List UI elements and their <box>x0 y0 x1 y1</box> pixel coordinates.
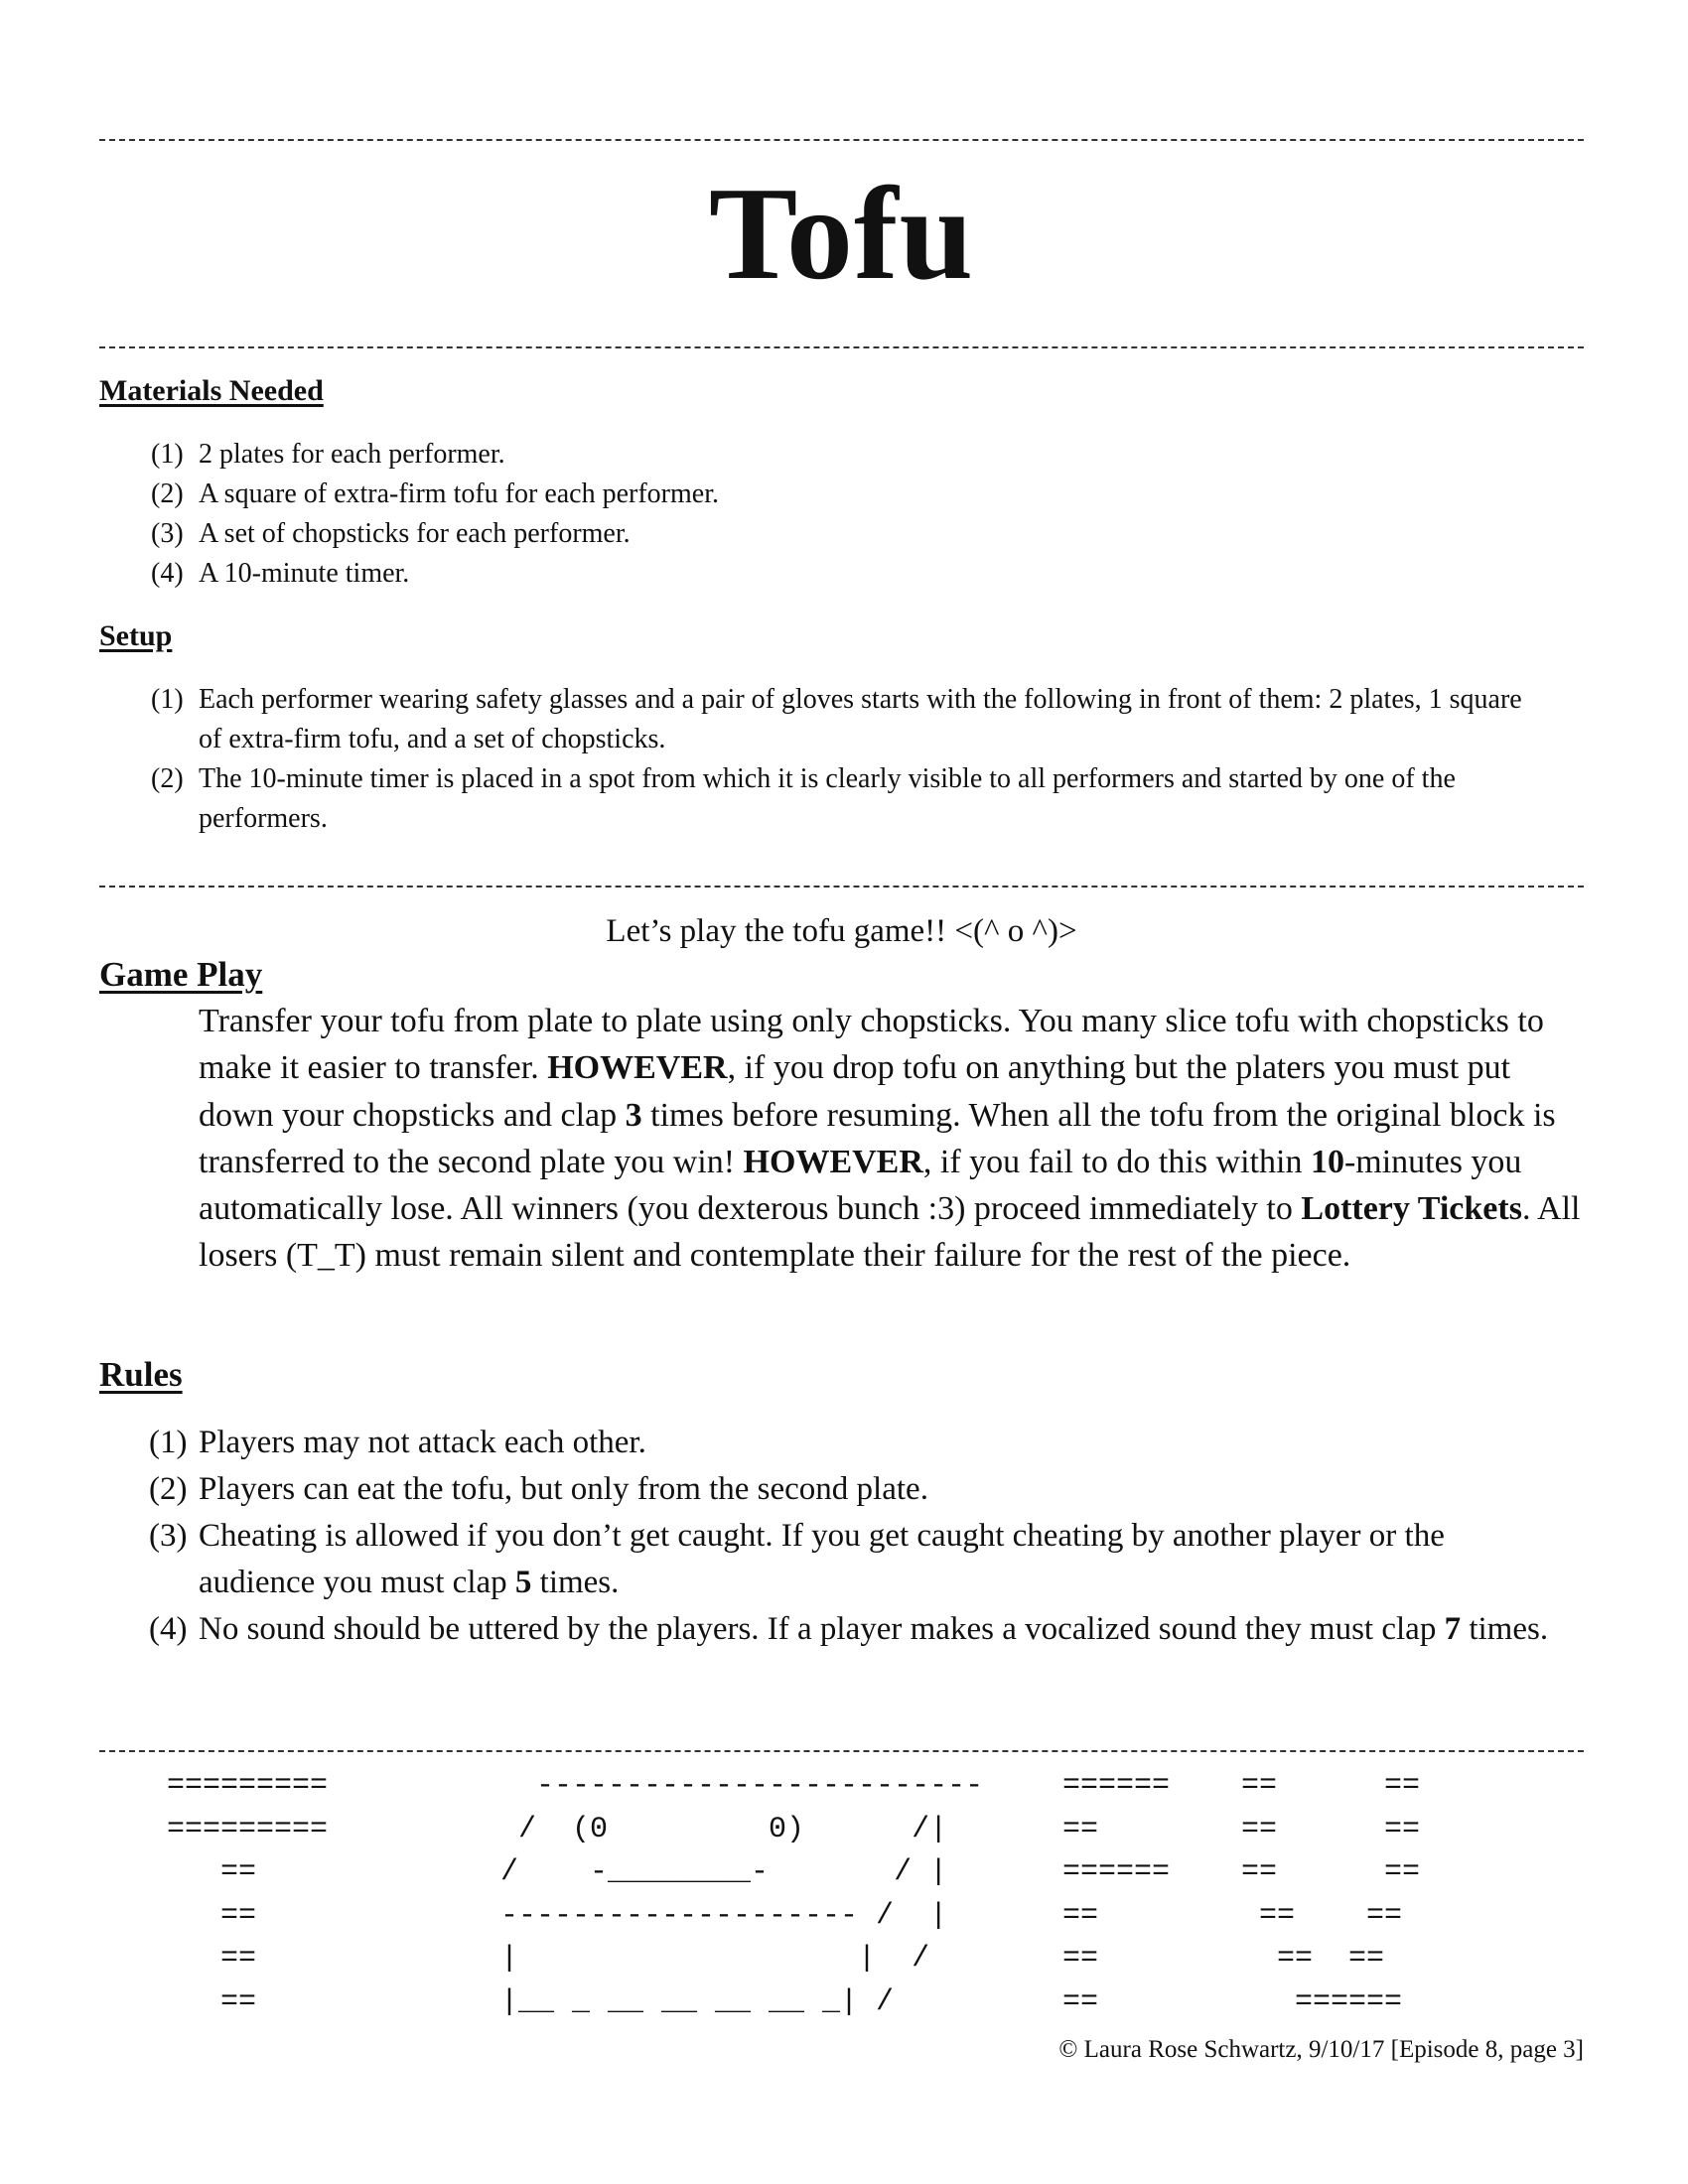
list-number: (1) <box>149 1425 188 1460</box>
list-number: (3) <box>149 1518 188 1554</box>
list-text: A square of extra-firm tofu for each performer. <box>199 478 719 509</box>
gameplay-emphasis: HOWEVER <box>547 1049 728 1087</box>
list-item <box>99 1513 1569 1606</box>
list-text: times. <box>531 1565 620 1600</box>
page-title: Tofu <box>708 160 975 307</box>
divider-bottom <box>99 1750 1584 1752</box>
list-text: 2 plates for each performer. <box>199 439 505 470</box>
list-item <box>99 1420 1569 1466</box>
list-item <box>99 1466 1569 1513</box>
list-emphasis: 7 <box>1444 1611 1462 1647</box>
list-number: (3) <box>151 518 184 549</box>
list-item <box>99 759 1529 839</box>
gameplay-emphasis: 10 <box>1310 1143 1344 1180</box>
ascii-tofu-block: ------------------------- / (0 0) /| / -________- / | -------------------- / | | | / |__ _ __ __ __ __ _| / <box>500 1769 984 2019</box>
divider-top <box>99 139 1584 141</box>
gameplay-text: , if you drop tofu on anything but the platers you must put down your chopsticks and clap <box>199 1049 1511 1134</box>
setup-list <box>99 680 1529 839</box>
gameplay-emphasis: 3 <box>625 1096 642 1134</box>
list-number: (2) <box>149 1471 188 1507</box>
gameplay-emphasis: Lottery Tickets <box>1301 1190 1522 1228</box>
list-number: (1) <box>151 684 184 715</box>
rules-list <box>99 1420 1569 1653</box>
divider-middle <box>99 886 1584 887</box>
ascii-letters-fu: ====== == == == == == ====== == == == == == == == == == ====== <box>1062 1769 1421 2019</box>
gameplay-paragraph <box>199 998 1589 1280</box>
list-text: A 10-minute timer. <box>199 558 410 589</box>
list-item <box>99 475 1584 514</box>
list-item <box>99 514 1584 554</box>
materials-heading: Materials Needed <box>99 374 324 407</box>
list-text: Each performer wearing safety glasses and a pair of gloves starts with the following in front of them: 2 plates, 1 square of extra-firm tofu, and a set of chopsticks. <box>199 684 1522 754</box>
gameplay-text: . All losers (T_T) must remain silent and contemplate their failure for the rest of the piece. <box>199 1190 1581 1275</box>
list-text: No sound should be uttered by the players. If a player makes a vocalized sound they must clap <box>199 1611 1445 1647</box>
list-text: A set of chopsticks for each performer. <box>199 518 631 549</box>
materials-list <box>99 435 1584 594</box>
list-text: The 10-minute timer is placed in a spot from which it is clearly visible to all performers and started by one of the performers. <box>199 763 1456 834</box>
list-text: times. <box>1461 1611 1549 1647</box>
list-number: (2) <box>151 763 184 794</box>
rules-heading: Rules <box>99 1355 183 1394</box>
list-item <box>99 680 1529 759</box>
list-text: Cheating is allowed if you don’t get caught. If you get caught cheating by another player or the audience you must clap <box>199 1518 1445 1600</box>
list-emphasis: 5 <box>514 1565 532 1600</box>
gameplay-text: , if you fail to do this within <box>922 1143 1311 1180</box>
list-text: Players may not attack each other. <box>199 1425 646 1460</box>
list-text: Players can eat the tofu, but only from the second plate. <box>199 1471 928 1507</box>
gameplay-emphasis: HOWEVER <box>743 1143 923 1180</box>
copyright-footer: © Laura Rose Schwartz, 9/10/17 [Episode 8, page 3] <box>1058 2036 1584 2063</box>
ascii-letter-t: ========= ========= == == == == <box>167 1769 329 2019</box>
list-item <box>99 1606 1569 1653</box>
list-number: (1) <box>151 439 184 470</box>
list-number: (4) <box>151 558 184 589</box>
list-item <box>99 435 1584 475</box>
gameplay-text: Transfer your tofu from plate to plate using only chopsticks. You many slice tofu with chopsticks to make it easier to transfer. <box>199 1003 1544 1087</box>
list-number: (4) <box>149 1611 188 1647</box>
gameplay-text: times before resuming. When all the tofu from the original block is transferred to the second plate you win! <box>199 1096 1556 1180</box>
setup-heading: Setup <box>99 619 173 652</box>
gameplay-text: -minutes you automatically lose. All winners (you dexterous bunch :3) proceed immediately to <box>199 1143 1522 1228</box>
tagline: Let’s play the tofu game!! <(^ o ^)> <box>606 913 1077 949</box>
list-item <box>99 554 1584 594</box>
list-number: (2) <box>151 478 184 509</box>
gameplay-heading: Game Play <box>99 955 263 994</box>
divider-title-bottom <box>99 346 1584 348</box>
